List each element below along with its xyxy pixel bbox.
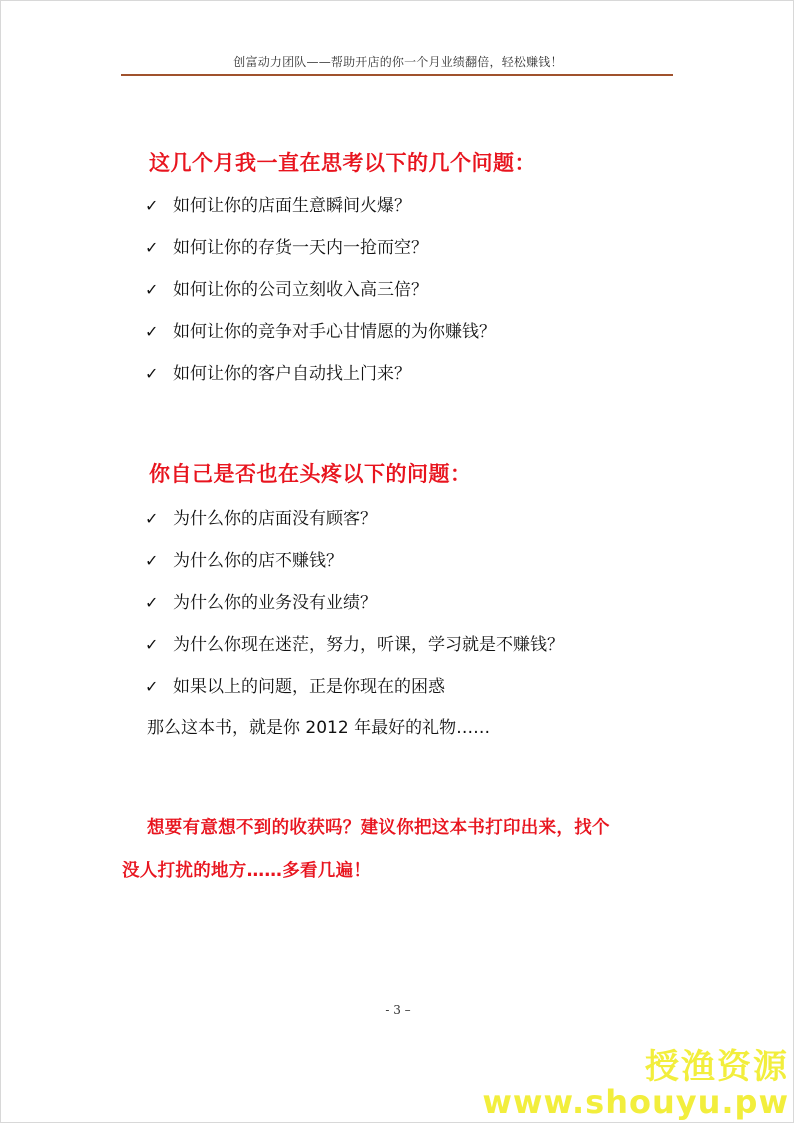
check-icon: ✓ [145, 551, 159, 570]
header-rule [121, 74, 673, 76]
page-number: - 3 – [385, 1003, 411, 1017]
list-item-text: 为什么你的店不赚钱？ [173, 551, 343, 571]
list-item [145, 672, 445, 697]
list-item-text: 如何让你的竞争对手心甘情愿的为你赚钱？ [173, 322, 496, 342]
section2-title: 你自己是否也在头疼以下的问题： [149, 462, 472, 486]
check-icon: ✓ [145, 509, 159, 528]
list-item [145, 275, 428, 300]
closing-line: 那么这本书，就是你 2012 年最好的礼物…… [147, 718, 491, 738]
list-item [145, 317, 496, 342]
watermark-url: www.shouyu.pw [482, 1083, 789, 1121]
check-icon: ✓ [145, 322, 159, 341]
check-icon: ✓ [145, 677, 159, 696]
watermark-title: 授渔资源 [645, 1047, 789, 1087]
list-item [145, 546, 343, 571]
check-icon: ✓ [145, 593, 159, 612]
list-item-text: 如何让你的店面生意瞬间火爆？ [173, 196, 411, 216]
list-item-text: 为什么你的业务没有业绩？ [173, 593, 377, 613]
list-item [145, 630, 564, 655]
page-header: 创富动力团队——帮助开店的你一个月业绩翻倍，轻松赚钱！ [233, 55, 563, 69]
cta-line-1: 想要有意想不到的收获吗？建议你把这本书打印出来，找个 [147, 818, 610, 838]
check-icon: ✓ [145, 196, 159, 215]
cta-line-2: 没人打扰的地方……多看几遍！ [122, 861, 372, 881]
list-item [145, 588, 377, 613]
list-item [145, 191, 411, 216]
check-icon: ✓ [145, 635, 159, 654]
list-item-text: 如何让你的存货一天内一抢而空？ [173, 238, 428, 258]
list-item [145, 359, 411, 384]
list-item-text: 如何让你的公司立刻收入高三倍？ [173, 280, 428, 300]
check-icon: ✓ [145, 280, 159, 299]
list-item [145, 233, 428, 258]
list-item-text: 如果以上的问题，正是你现在的困惑 [173, 677, 445, 697]
list-item-text: 为什么你现在迷茫，努力，听课，学习就是不赚钱？ [173, 635, 564, 655]
check-icon: ✓ [145, 238, 159, 257]
section1-title: 这几个月我一直在思考以下的几个问题： [149, 151, 536, 175]
check-icon: ✓ [145, 364, 159, 383]
list-item [145, 504, 377, 529]
list-item-text: 如何让你的客户自动找上门来？ [173, 364, 411, 384]
list-item-text: 为什么你的店面没有顾客？ [173, 509, 377, 529]
